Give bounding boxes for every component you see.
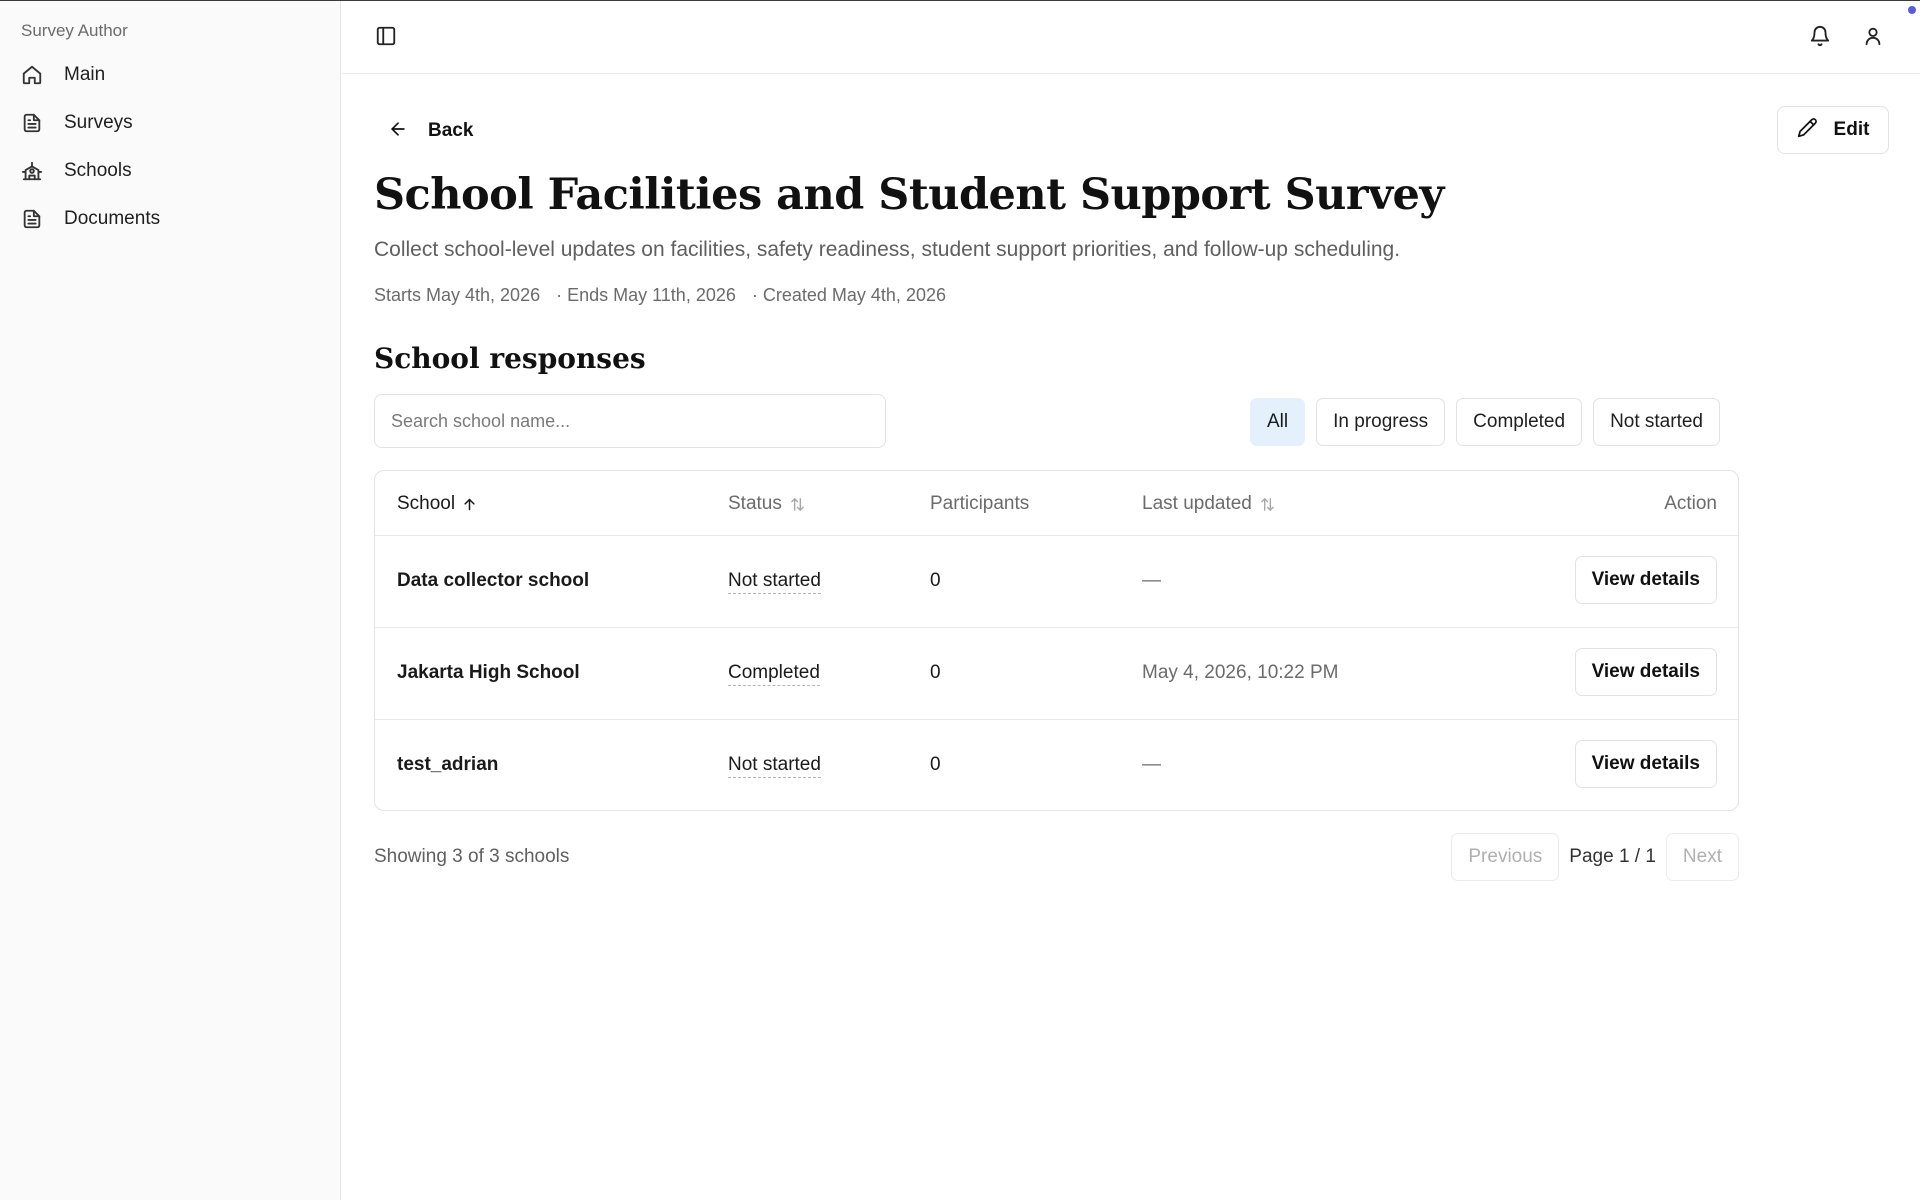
table-row bbox=[375, 628, 1738, 720]
sidebar-item-main[interactable] bbox=[10, 53, 330, 97]
sidebar-item-schools[interactable] bbox=[10, 149, 330, 193]
column-header-school[interactable] bbox=[397, 493, 477, 515]
sidebar-item-label: Surveys bbox=[64, 112, 133, 133]
participants-count: 0 bbox=[930, 754, 941, 775]
sidebar-item-label: Documents bbox=[64, 208, 161, 229]
notifications-button[interactable] bbox=[1803, 21, 1837, 55]
sidebar-toggle-button[interactable] bbox=[369, 21, 403, 55]
top-header bbox=[342, 1, 1920, 74]
user-menu-button[interactable] bbox=[1856, 21, 1890, 55]
sidebar-title: Survey Author bbox=[21, 21, 128, 40]
sidebar-item-label: Schools bbox=[64, 160, 132, 181]
column-header-participants bbox=[930, 493, 1029, 515]
next-page-button[interactable]: Next bbox=[1666, 833, 1739, 881]
back-button[interactable] bbox=[388, 114, 473, 148]
sort-arrows-icon bbox=[789, 496, 806, 513]
responses-table bbox=[374, 470, 1739, 811]
column-label: Action bbox=[1664, 493, 1717, 514]
status-badge: Not started bbox=[728, 570, 821, 594]
last-updated: May 4, 2026, 10:22 PM bbox=[1142, 662, 1339, 683]
page-description: Collect school-level updates on facilities, safety readiness, student support priorities, and follow-up scheduling. bbox=[374, 238, 1401, 261]
start-date: Starts May 4th, 2026 bbox=[374, 285, 541, 305]
column-header-action bbox=[1664, 493, 1717, 515]
last-updated: — bbox=[1142, 570, 1161, 591]
participants-count: 0 bbox=[930, 570, 941, 591]
sidebar-item-label: Main bbox=[64, 64, 106, 85]
sidebar-nav bbox=[10, 53, 330, 245]
column-label: School bbox=[397, 493, 456, 514]
status-badge: Not started bbox=[728, 754, 821, 778]
bell-icon bbox=[1809, 25, 1831, 52]
arrow-up-icon bbox=[462, 497, 477, 512]
previous-page-button[interactable]: Previous bbox=[1451, 833, 1559, 881]
status-filters bbox=[1250, 398, 1720, 446]
user-icon bbox=[1862, 25, 1884, 52]
column-header-last-updated[interactable] bbox=[1142, 493, 1276, 515]
column-label: Status bbox=[728, 493, 782, 514]
sort-arrows-icon bbox=[1259, 496, 1276, 513]
filter-completed[interactable]: Completed bbox=[1456, 398, 1582, 446]
view-details-button[interactable]: View details bbox=[1575, 556, 1717, 604]
filter-all[interactable]: All bbox=[1250, 398, 1305, 446]
sidebar-item-surveys[interactable] bbox=[10, 101, 330, 145]
table-row bbox=[375, 720, 1738, 811]
sidebar bbox=[0, 1, 341, 1200]
column-label: Participants bbox=[930, 493, 1030, 514]
file-text-icon bbox=[21, 112, 43, 134]
participants-count: 0 bbox=[930, 662, 941, 683]
edit-button[interactable] bbox=[1777, 106, 1889, 154]
back-button-label: Back bbox=[428, 120, 474, 141]
view-details-button[interactable]: View details bbox=[1575, 648, 1717, 696]
file-text-icon bbox=[21, 208, 43, 230]
sidebar-toggle-icon bbox=[375, 25, 397, 52]
arrow-left-icon bbox=[388, 119, 408, 144]
school-name: Data collector school bbox=[397, 570, 590, 591]
sidebar-item-documents[interactable] bbox=[10, 197, 330, 241]
last-updated: — bbox=[1142, 754, 1161, 775]
home-icon bbox=[21, 64, 43, 86]
column-label: Last updated bbox=[1142, 493, 1252, 514]
school-icon bbox=[21, 160, 43, 182]
end-date: · Ends May 11th, 2026 bbox=[556, 285, 736, 305]
school-name: test_adrian bbox=[397, 754, 499, 775]
page-indicator: Page 1 / 1 bbox=[1569, 846, 1656, 867]
results-count: Showing 3 of 3 schools bbox=[374, 846, 570, 867]
status-badge: Completed bbox=[728, 662, 820, 686]
pagination bbox=[1451, 833, 1739, 881]
survey-dates bbox=[374, 285, 962, 306]
view-details-button[interactable]: View details bbox=[1575, 740, 1717, 788]
page-title: School Facilities and Student Support Survey bbox=[374, 170, 1444, 220]
school-name: Jakarta High School bbox=[397, 662, 580, 683]
section-title: School responses bbox=[374, 342, 646, 375]
table-header bbox=[375, 471, 1738, 536]
search-input[interactable] bbox=[374, 394, 886, 448]
table-row bbox=[375, 536, 1738, 628]
created-date: · Created May 4th, 2026 bbox=[751, 285, 946, 305]
edit-button-label: Edit bbox=[1833, 119, 1870, 140]
column-header-status[interactable] bbox=[728, 493, 806, 515]
filter-in-progress[interactable]: In progress bbox=[1316, 398, 1445, 446]
filter-not-started[interactable]: Not started bbox=[1593, 398, 1720, 446]
pencil-icon bbox=[1797, 117, 1818, 143]
